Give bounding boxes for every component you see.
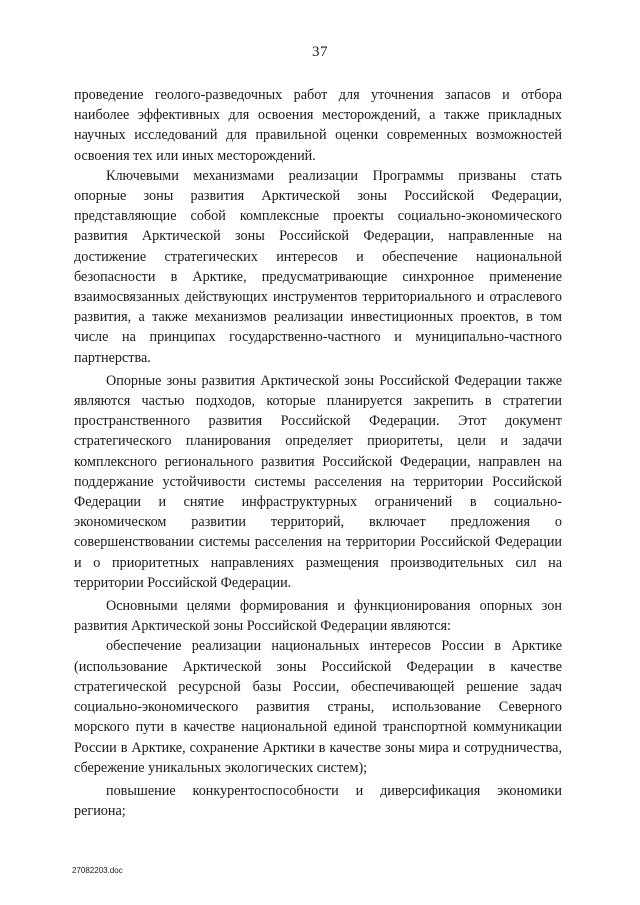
paragraph-support-zones: Опорные зоны развития Арктической зоны Российской Федерации также являются частью подходов, которые планируется закрепить в стратегии пространственного развития Российской Федерации. Этот документ стратегического планирования определяет приоритеты, цели и задачи комплексного регионального развития Российской Федерации, направлен на поддержание устойчивости системы расселения на территории Российской Федерации и снятие инфраструктурных ограничений в социально-экономическом развитии территорий, включает предложения о совершенствовании системы расселения на территории Российской Федерации и о приоритетных направлениях размещения производительных сил на территории Российской Федерации. xyxy=(74,372,562,591)
footer-file-code: 27082203.doc xyxy=(72,866,123,875)
paragraph-key-mechanisms: Ключевыми механизмами реализации Программы призваны стать опорные зоны развития Арктической зоны Российской Федерации, представляющие собой комплексные проекты социально-экономического развития Арктической зоны Российской Федерации, направленные на достижение стратегических интересов и обеспечение национальной безопасности в Арктике, предусматривающие синхронное применение взаимосвязанных действующих инструментов территориального и отраслевого развития, а также механизмов реализации инвестиционных проектов, в том числе на принципах государственно-частного и муниципально-частного партнерства. xyxy=(74,167,562,366)
paragraph-main-goals: Основными целями формирования и функционирования опорных зон развития Арктической зоны Российской Федерации являются: xyxy=(74,598,562,635)
paragraph-continuation: проведение геолого-разведочных работ для уточнения запасов и отбора наиболее эффективных для освоения месторождений, а также прикладных научных исследований для правильной оценки современных возможностей освоения тех или иных месторождений. xyxy=(74,87,562,164)
list-item-national-interests: обеспечение реализации национальных интересов России в Арктике (использование Арктической зоны Российской Федерации в качестве стратегической ресурсной базы России, обеспечивающей решение задач социально-экономического развития страны, использование Северного морского пути в качестве национальной единой транспортной коммуникации России в Арктике, сохранение Арктики в качестве зоны мира и сотрудничества, сбережение уникальных экологических систем); xyxy=(74,638,562,776)
page-number: 37 xyxy=(312,44,328,60)
document-body xyxy=(74,85,562,821)
list-item-competitiveness: повышение конкурентоспособности и диверсификация экономики региона; xyxy=(74,782,562,820)
